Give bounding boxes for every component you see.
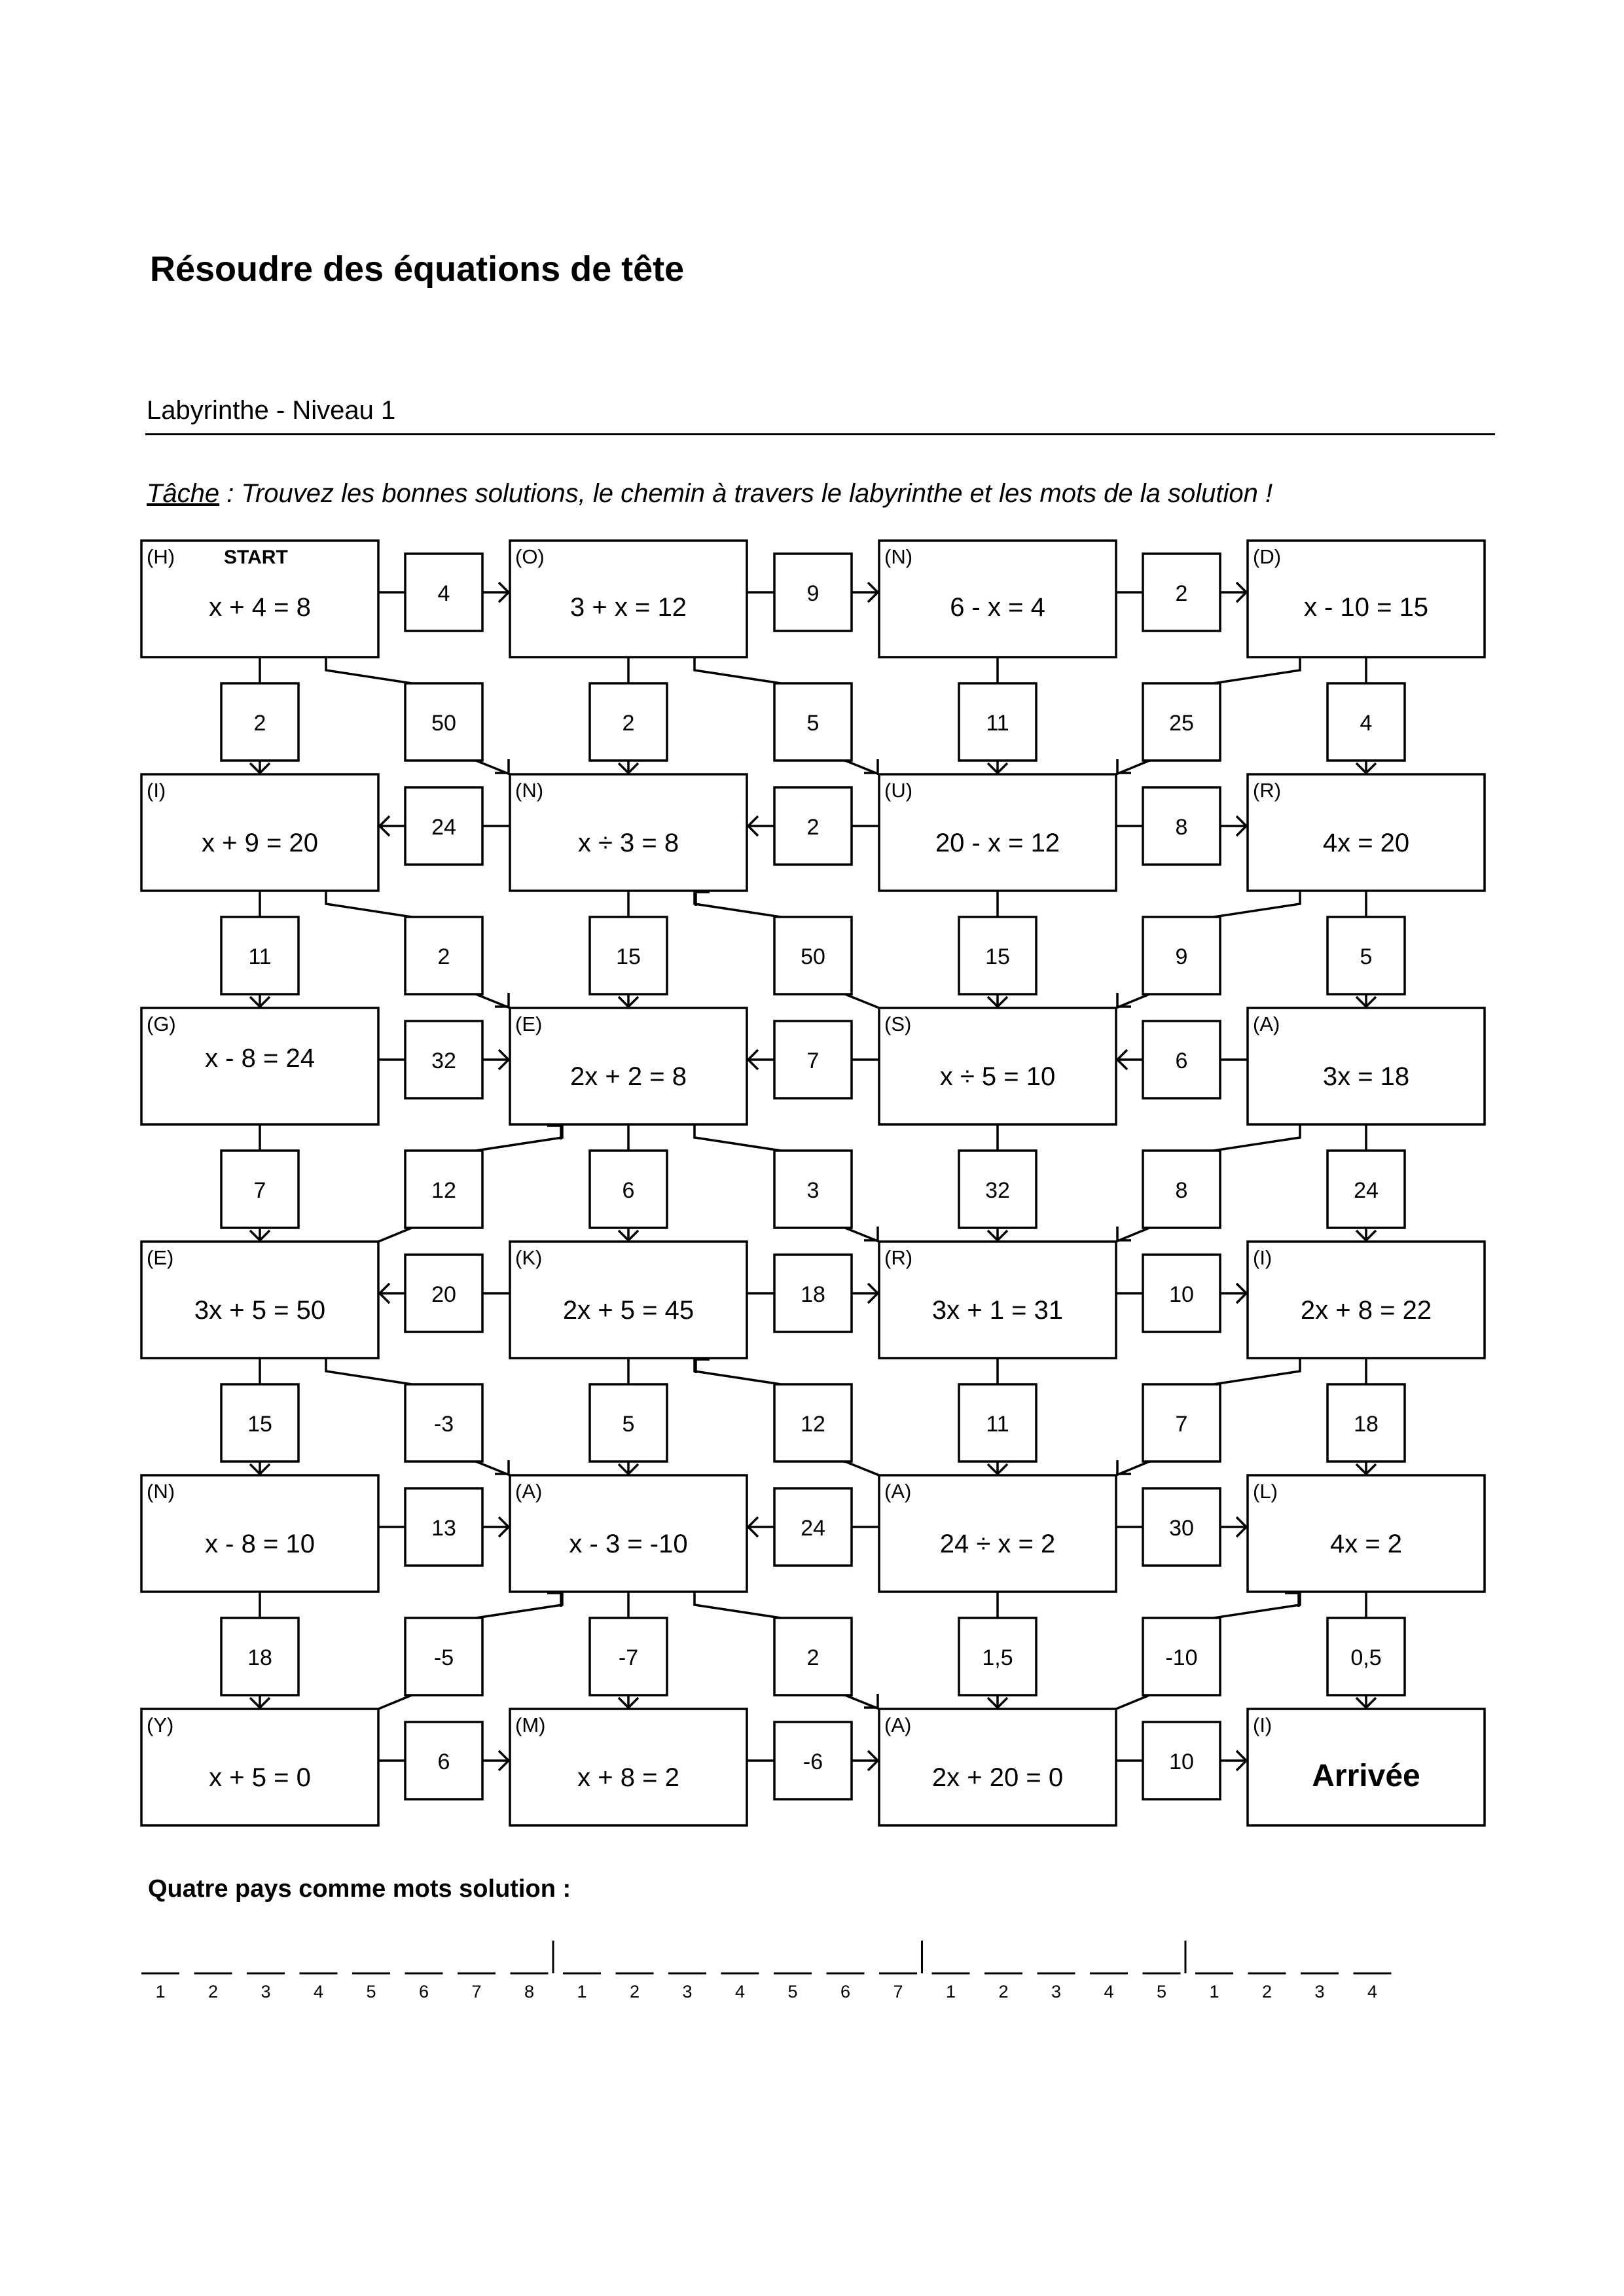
link-value-box-value: 0,5 xyxy=(1350,1645,1382,1670)
cell-equation: 3x + 1 = 31 xyxy=(931,1296,1064,1325)
cell-letter: (K) xyxy=(515,1246,543,1269)
link-value-box-value: 12 xyxy=(801,1412,825,1437)
link-value-box-value: -10 xyxy=(1165,1645,1198,1670)
letter-blank[interactable] xyxy=(300,1973,338,2001)
link-value-box-value: 15 xyxy=(247,1412,272,1437)
cell-letter: (N) xyxy=(147,1480,175,1503)
cell-letter: (R) xyxy=(884,1246,913,1269)
letter-blank[interactable] xyxy=(774,1973,812,2001)
page-title: Résoudre des équations de tête xyxy=(150,249,685,289)
letter-blank[interactable] xyxy=(511,1973,549,2001)
cell-equation: x + 9 = 20 xyxy=(202,829,318,857)
blank-number: 7 xyxy=(893,1982,903,2001)
cell-letter: (R) xyxy=(1253,779,1282,802)
subtitle: Labyrinthe - Niveau 1 xyxy=(147,396,396,425)
link-value-box-value: 2 xyxy=(622,711,635,736)
cell-letter: (A) xyxy=(515,1480,543,1503)
blank-number: 2 xyxy=(998,1982,1009,2001)
cell-letter: (U) xyxy=(884,779,913,802)
letter-blank[interactable] xyxy=(563,1973,601,2001)
link-value-box-value: 30 xyxy=(1169,1516,1194,1541)
blank-number: 3 xyxy=(682,1982,693,2001)
cell-letter: (A) xyxy=(1253,1013,1280,1035)
link-value-box-value: -7 xyxy=(618,1645,639,1670)
letter-blank[interactable] xyxy=(352,1973,390,2001)
cell-equation: 2x + 2 = 8 xyxy=(570,1062,687,1091)
cell-letter: (G) xyxy=(147,1013,176,1035)
cell-equation: 20 - x = 12 xyxy=(935,829,1060,857)
link-value-box-value: 2 xyxy=(806,815,820,840)
letter-blank[interactable] xyxy=(194,1973,232,2001)
blank-number: 2 xyxy=(208,1982,219,2001)
cell-equation: 6 - x = 4 xyxy=(950,593,1045,622)
link-value-box-value: 32 xyxy=(431,1049,456,1073)
link-value-box-value: 20 xyxy=(431,1282,456,1307)
blank-number: 5 xyxy=(787,1982,798,2001)
blank-number: 6 xyxy=(418,1982,429,2001)
link-value-box-value: 32 xyxy=(985,1178,1010,1203)
link-value-box-value: 1,5 xyxy=(982,1645,1013,1670)
cell-letter: (O) xyxy=(515,545,545,568)
link-value-box-value: 7 xyxy=(253,1178,266,1203)
cell-equation: 3x + 5 = 50 xyxy=(194,1296,326,1325)
link-value-box-value: 3 xyxy=(806,1178,820,1203)
letter-blank[interactable] xyxy=(1248,1973,1286,2001)
cell-equation: x - 10 = 15 xyxy=(1303,593,1429,622)
letter-blank[interactable] xyxy=(1195,1973,1233,2001)
letter-blank[interactable] xyxy=(458,1973,496,2001)
blank-number: 4 xyxy=(734,1982,746,2001)
blank-number: 2 xyxy=(629,1982,640,2001)
blank-number: 8 xyxy=(524,1982,535,2001)
blank-number: 3 xyxy=(1051,1982,1062,2001)
letter-blank[interactable] xyxy=(405,1973,443,2001)
cell-letter: (M) xyxy=(515,1713,546,1736)
link-value-box-value: 4 xyxy=(437,581,450,606)
cell-equation: 2x + 8 = 22 xyxy=(1300,1296,1432,1325)
cell-equation: x + 8 = 2 xyxy=(577,1763,679,1792)
link-value-box-value: 10 xyxy=(1169,1749,1194,1774)
link-value-box-value: 8 xyxy=(1175,1178,1188,1203)
link-value-box-value: 6 xyxy=(622,1178,635,1203)
cell-letter: (D) xyxy=(1253,545,1282,568)
link-value-box-value: 12 xyxy=(431,1178,456,1203)
cell-letter: (I) xyxy=(147,779,166,802)
cell-letter: (A) xyxy=(884,1480,912,1503)
letter-blank[interactable] xyxy=(721,1973,759,2001)
cell-letter: (I) xyxy=(1253,1246,1272,1269)
blank-number: 1 xyxy=(155,1982,166,2001)
link-value-box-value: 11 xyxy=(986,1412,1009,1437)
letter-blank[interactable] xyxy=(247,1973,285,2001)
cell-equation: x + 4 = 8 xyxy=(209,593,311,622)
blank-number: 1 xyxy=(1209,1982,1219,2001)
blank-number: 4 xyxy=(313,1982,324,2001)
link-value-box-value: 15 xyxy=(616,944,641,969)
link-value-box-value: 2 xyxy=(1175,581,1188,606)
letter-blank[interactable] xyxy=(141,1973,179,2001)
letter-blank[interactable] xyxy=(1143,1973,1181,2001)
blank-number: 6 xyxy=(840,1982,851,2001)
cell-equation: 2x + 5 = 45 xyxy=(562,1296,695,1325)
link-value-box-value: 25 xyxy=(1169,711,1194,736)
blank-number: 3 xyxy=(261,1982,271,2001)
link-value-box-value: 24 xyxy=(1354,1178,1379,1203)
link-value-box-value: 6 xyxy=(437,1749,450,1774)
link-value-box-value: 18 xyxy=(801,1282,825,1307)
blank-number: 7 xyxy=(471,1982,482,2001)
blank-number: 1 xyxy=(577,1982,587,2001)
cell-equation: 24 ÷ x = 2 xyxy=(939,1530,1056,1558)
link-value-box-value: 4 xyxy=(1360,711,1373,736)
cell-letter: (N) xyxy=(515,779,544,802)
cell-equation: 4x = 2 xyxy=(1329,1530,1403,1558)
cell-equation: 2x + 20 = 0 xyxy=(931,1763,1064,1792)
cell-equation: x - 3 = -10 xyxy=(569,1530,688,1558)
link-value-box-value: 9 xyxy=(806,581,820,606)
blank-number: 1 xyxy=(945,1982,956,2001)
letter-blank[interactable] xyxy=(1038,1973,1075,2001)
cell-equation: 3x = 18 xyxy=(1322,1062,1410,1091)
link-value-box-value: 13 xyxy=(431,1516,456,1541)
finish-label: Arrivée xyxy=(1312,1759,1420,1793)
letter-blank[interactable] xyxy=(984,1973,1022,2001)
cell-letter: (I) xyxy=(1253,1713,1272,1736)
cell-equation: 4x = 20 xyxy=(1322,829,1410,857)
letter-blank[interactable] xyxy=(879,1973,917,2001)
link-value-box-value: 18 xyxy=(1354,1412,1379,1437)
cell-letter: (N) xyxy=(884,545,913,568)
link-value-box-value: 2 xyxy=(253,711,266,736)
cell-letter: (A) xyxy=(884,1713,912,1736)
cell-letter: (S) xyxy=(884,1013,912,1035)
link-value-box-value: 11 xyxy=(248,944,272,969)
link-value-box-value: -3 xyxy=(433,1412,454,1437)
task-label: Tâche xyxy=(147,479,220,508)
cell-letter: (L) xyxy=(1253,1480,1278,1503)
letter-blank[interactable] xyxy=(827,1973,865,2001)
letter-blank[interactable] xyxy=(1301,1973,1339,2001)
blank-number: 5 xyxy=(366,1982,376,2001)
cell-letter: (H) xyxy=(147,545,175,568)
cell-letter: (E) xyxy=(147,1246,174,1269)
link-value-box-value: 15 xyxy=(985,944,1010,969)
link-value-box-value: 18 xyxy=(247,1645,272,1670)
letter-blank[interactable] xyxy=(668,1973,706,2001)
cell-equation: x + 5 = 0 xyxy=(209,1763,311,1792)
cell-equation: 3 + x = 12 xyxy=(570,593,687,622)
cell-equation: x - 8 = 24 xyxy=(205,1044,315,1073)
link-value-box-value: 11 xyxy=(986,711,1009,736)
start-label: START xyxy=(224,547,288,568)
blank-number: 5 xyxy=(1156,1982,1167,2001)
link-value-box-value: 50 xyxy=(431,711,456,736)
link-value-box-value: 8 xyxy=(1175,815,1188,840)
cell-equation: x ÷ 3 = 8 xyxy=(577,829,679,857)
letter-blank[interactable] xyxy=(1090,1973,1128,2001)
letter-blank[interactable] xyxy=(1354,1973,1392,2001)
cell-equation: x ÷ 5 = 10 xyxy=(939,1062,1056,1091)
link-value-box-value: 50 xyxy=(801,944,825,969)
link-value-box-value: 5 xyxy=(1360,944,1373,969)
cell-letter: (E) xyxy=(515,1013,543,1035)
link-value-box-value: 7 xyxy=(806,1049,820,1073)
link-value-box-value: 24 xyxy=(431,815,456,840)
letter-blank[interactable] xyxy=(932,1973,970,2001)
link-value-box-value: 2 xyxy=(437,944,450,969)
link-value-box-value: -5 xyxy=(433,1645,454,1670)
link-value-box-value: 2 xyxy=(806,1645,820,1670)
link-value-box-value: 10 xyxy=(1169,1282,1194,1307)
link-value-box-value: 6 xyxy=(1175,1049,1188,1073)
link-value-box-value: 24 xyxy=(801,1516,825,1541)
cell-equation: x - 8 = 10 xyxy=(205,1530,315,1558)
link-value-box-value: 5 xyxy=(622,1412,635,1437)
link-value-box-value: 7 xyxy=(1175,1412,1188,1437)
blank-number: 3 xyxy=(1314,1982,1325,2001)
cell-letter: (Y) xyxy=(147,1713,174,1736)
task-text: : Trouvez les bonnes solutions, le chemin à travers le labyrinthe et les mots de la solution ! xyxy=(219,479,1273,508)
link-value-box-value: 5 xyxy=(806,711,820,736)
blank-number: 4 xyxy=(1104,1982,1114,2001)
blank-number: 4 xyxy=(1367,1982,1378,2001)
link-value-box-value: 9 xyxy=(1175,944,1188,969)
letter-blank[interactable] xyxy=(616,1973,654,2001)
solution-title: Quatre pays comme mots solution : xyxy=(148,1875,571,1903)
blank-number: 2 xyxy=(1261,1982,1272,2001)
link-value-box-value: -6 xyxy=(803,1749,823,1774)
